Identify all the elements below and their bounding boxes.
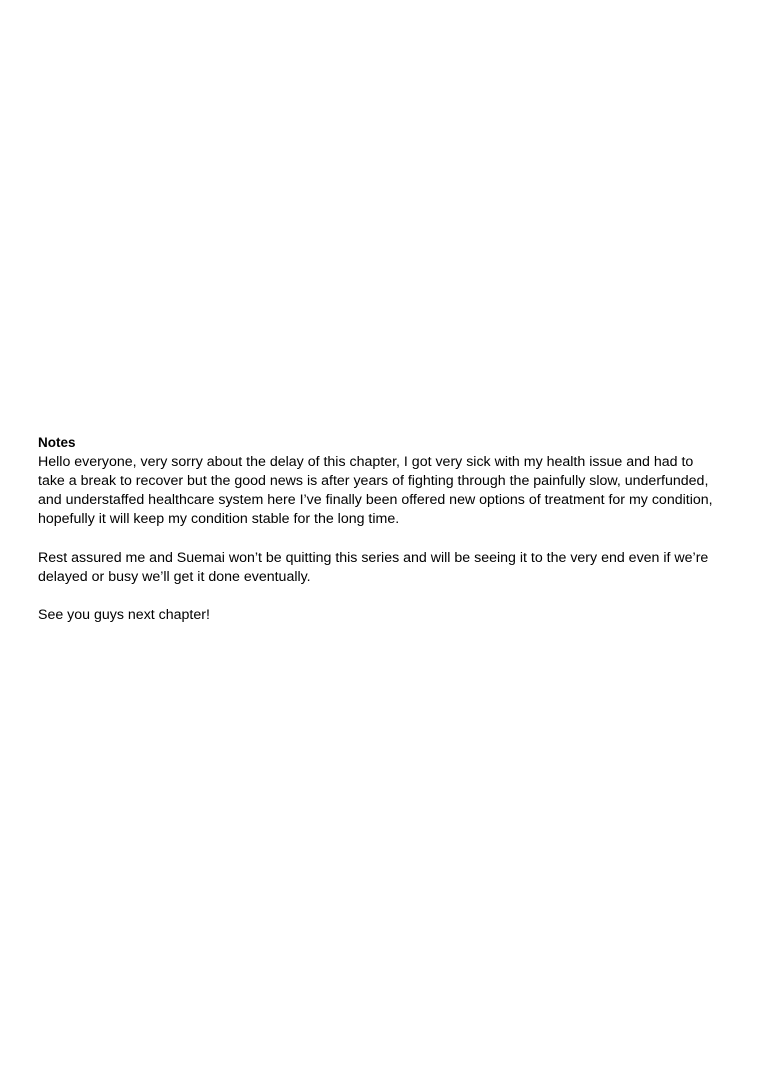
notes-paragraph-2: Rest assured me and Suemai won’t be quitting this series and will be seeing it to the very end even if we’re delayed or busy we’ll get it done eventually.	[38, 549, 713, 585]
paragraph-spacer	[38, 587, 718, 606]
notes-heading: Notes	[38, 435, 76, 450]
notes-paragraph-1: Hello everyone, very sorry about the delay of this chapter, I got very sick with my health issue and had to take a break to recover but the good news is after years of fighting through the painfully slow, underfunded, and understaffed healthcare system here I’ve finally been offered new options of treatment for my condition, hopefully it will keep my condition stable for the long time.	[38, 453, 717, 528]
notes-section	[38, 433, 718, 626]
notes-paragraph-3: See you guys next chapter!	[38, 607, 210, 624]
paragraph-spacer	[38, 530, 718, 549]
